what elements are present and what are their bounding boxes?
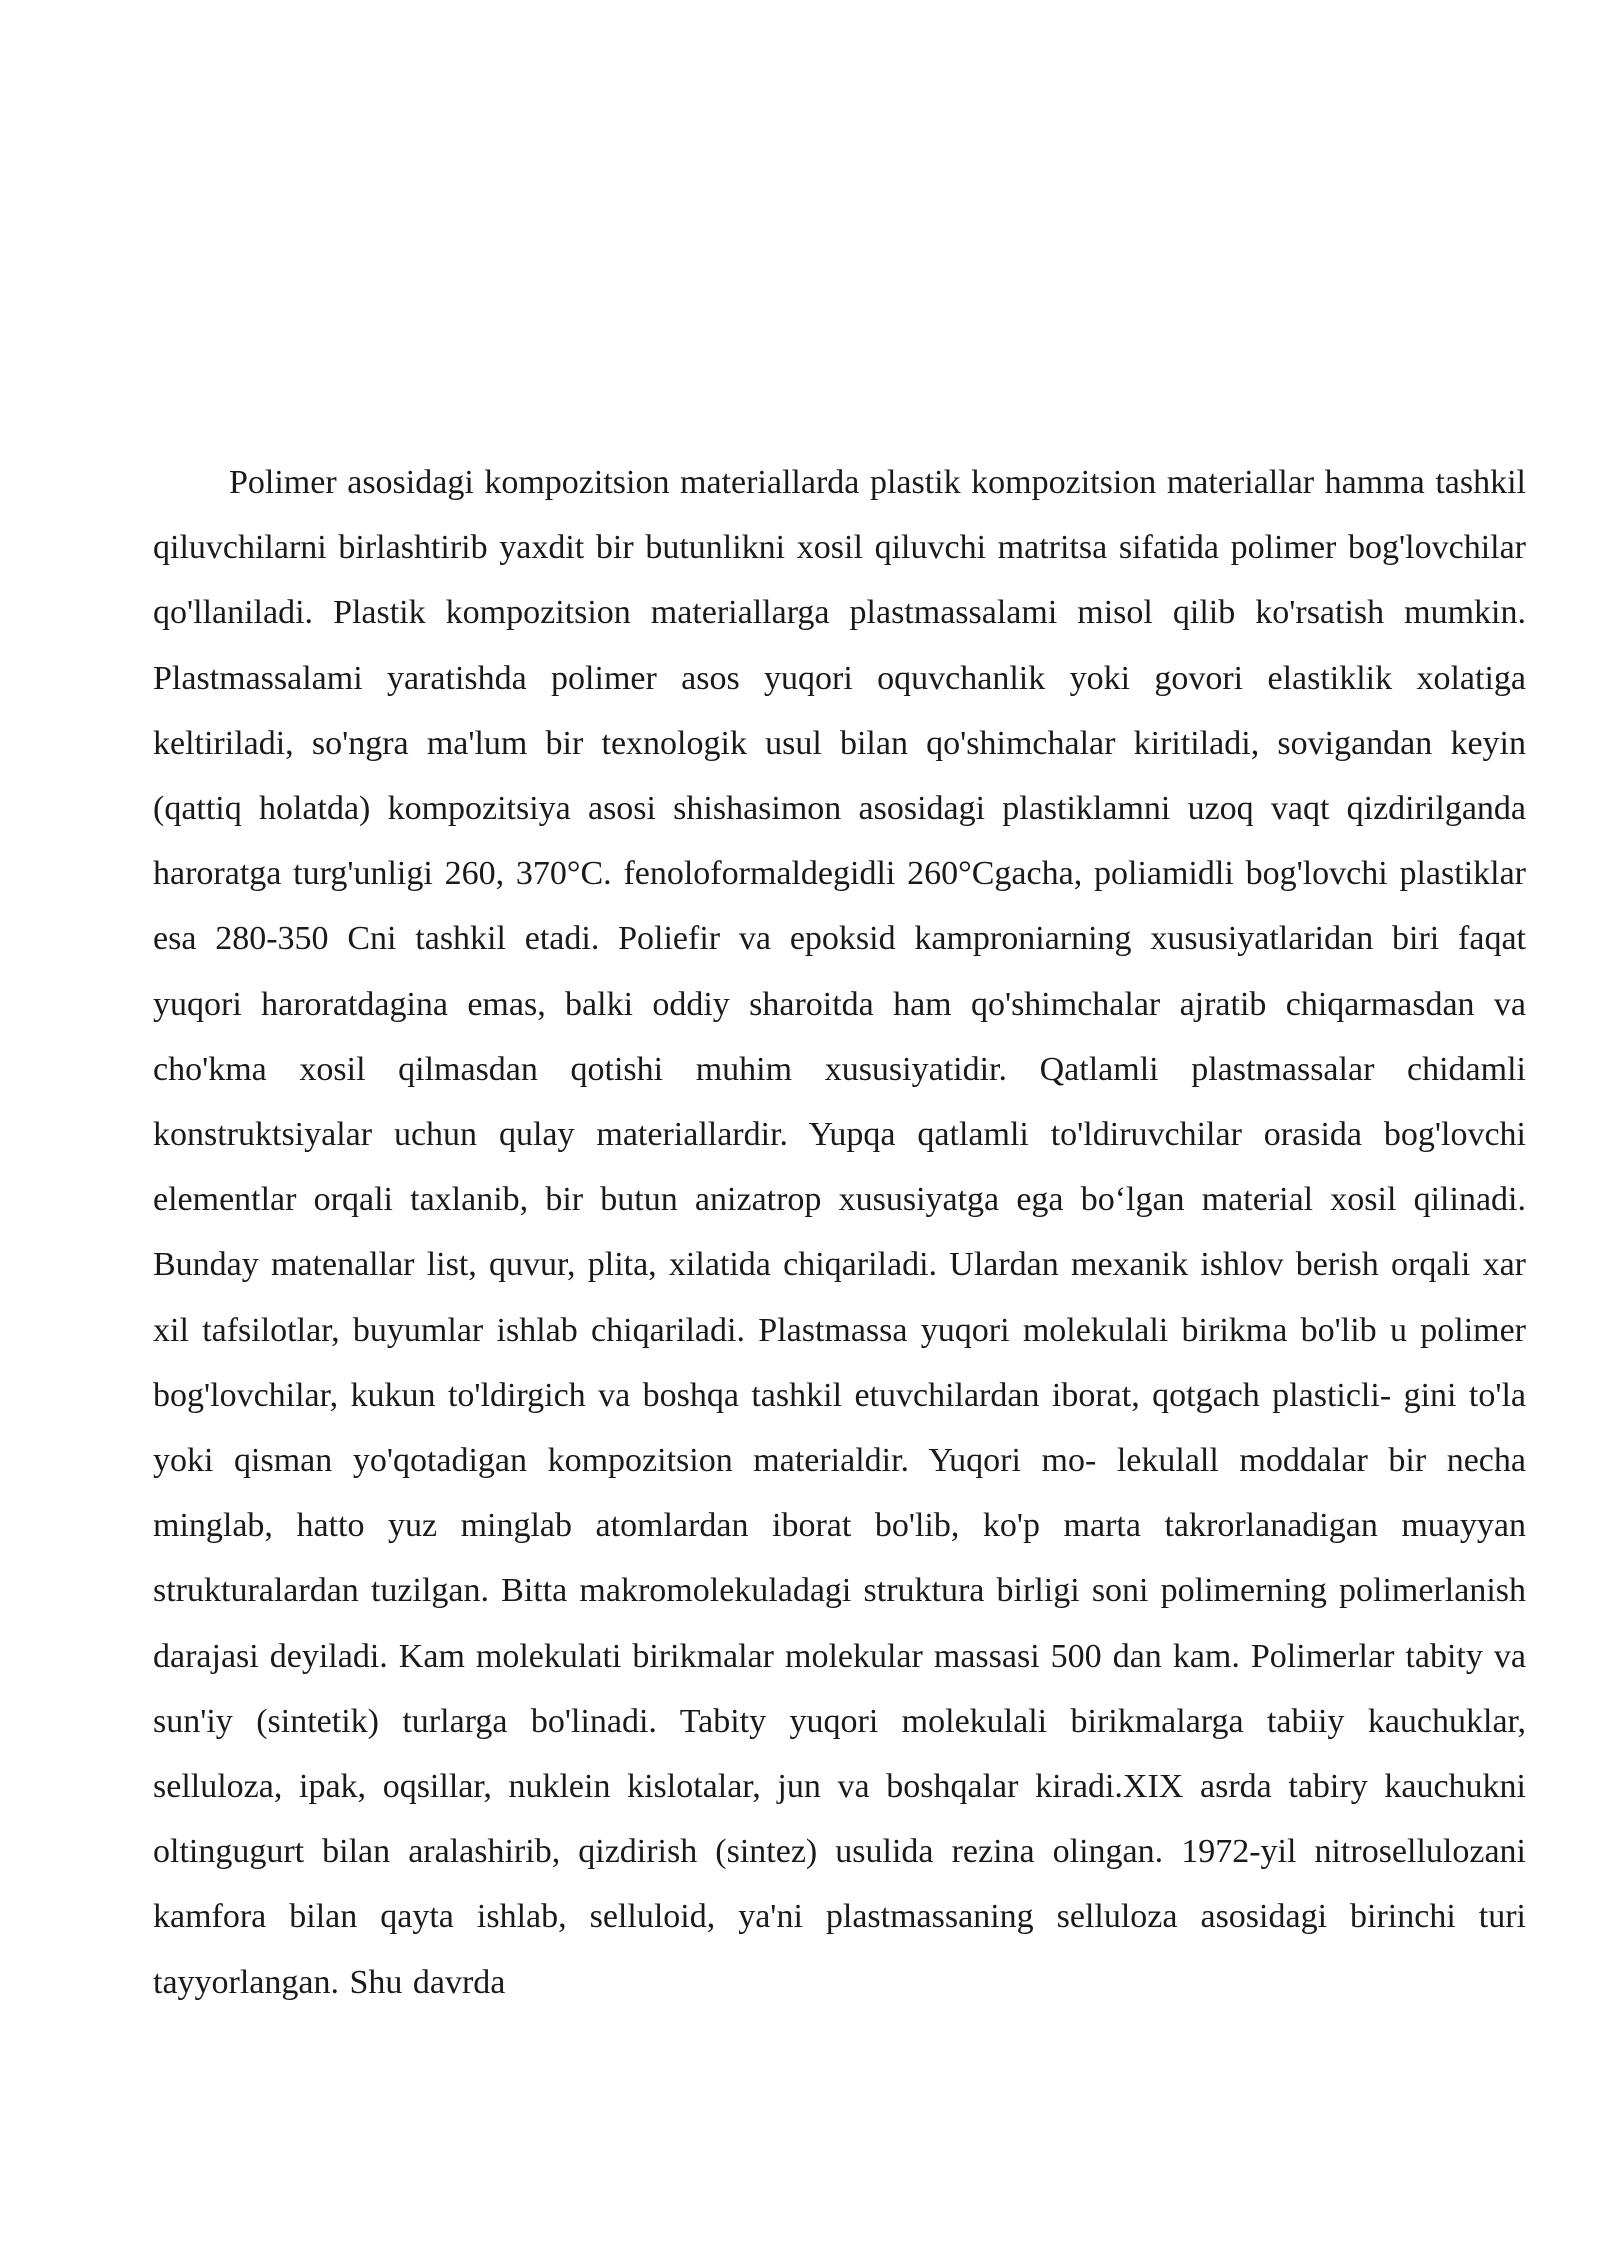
body-paragraph: Polimer asosidagi kompozitsion materiallarda plastik kompozitsion materiallar hamma tashkil qiluvchilarni birlashtirib yaxdit bir butunlikni xosil qiluvchi matritsa sifatida polimer bog'lovchilar qo'llaniladi. Plastik kompozitsion materiallarga plastmassalami misol qilib ko'rsatish mumkin. Plastmassalami yaratishda polimer asos yuqori oquvchanlik yoki govori elastiklik xolatiga keltiriladi, so'ngra ma'lum bir texnologik usul bilan qo'shimchalar kiritiladi, sovigandan keyin (qattiq holatda) kompozitsiya asosi shishasimon asosidagi plastiklamni uzoq vaqt qizdirilganda haroratga turg'unligi 260, 370°C. fenoloformaldegidli 260°Cgacha, poliamidli bog'lovchi plastiklar esa 280-350 Cni tashkil etadi. Poliefir va epoksid kamproniarning xususiyatlaridan biri faqat yuqori haroratdagina emas, balki oddiy sharoitda ham qo'shimchalar ajratib chiqarmasdan va cho'kma xosil qilmasdan qotishi muhim xususiyatidir. Qatlamli plastmassalar chidamli konstruktsiyalar uchun qulay materiallardir. Yupqa qatlamli to'ldiruvchilar orasida bog'lovchi elementlar orqali taxlanib, bir butun anizatrop xususiyatga ega bo‘lgan material xosil qilinadi. Bunday matenallar list, quvur, plita, xilatida chiqariladi. Ulardan mexanik ishlov berish orqali xar xil tafsilotlar, buyumlar ishlab chiqariladi. Plastmassa yuqori molekulali birikma bo'lib u polimer bog'lovchilar, kukun to'ldirgich va boshqa tashkil etuvchilardan iborat, qotgach plasticli- gini to'la yoki qisman yo'qotadigan kompozitsion materialdir. Yuqori mo- lekulall moddalar bir necha minglab, hatto yuz minglab atomlardan iborat bo'lib, ko'p marta takrorlanadigan muayyan strukturalardan tuzilgan. Bitta makromolekuladagi struktura birligi soni polimerning polimerlanish darajasi deyiladi. Kam molekulati birikmalar molekular massasi 500 dan kam. Polimerlar tabity va sun'iy (sintetik) turlarga bo'linadi. Tabity yuqori molekulali birikmalarga tabiiy kauchuklar, selluloza, ipak, oqsillar, nuklein kislotalar, jun va boshqalar kiradi.XIX asrda tabiry kauchukni oltingugurt bilan aralashirib, qizdirish (sintez) usulida rezina olingan. 1972-yil nitrosellulozani kamfora bilan qayta ishlab, selluloid, ya'ni plastmassaning selluloza asosidagi birinchi turi tayyorlangan. Shu davrda xyxy=(153,464,1526,2001)
